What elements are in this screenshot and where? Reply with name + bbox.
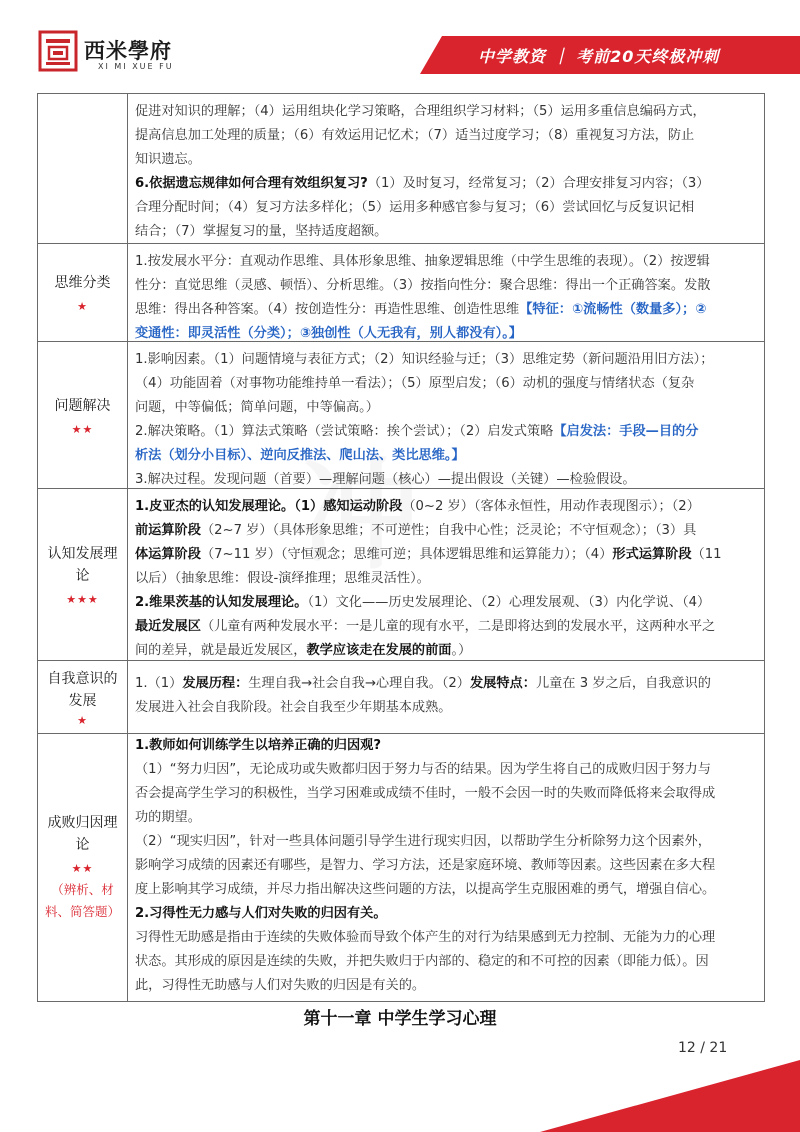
importance-stars: ★ xyxy=(77,300,88,313)
question-type-note: （辨析、材 料、简答题） xyxy=(44,882,120,919)
logo-icon xyxy=(38,30,78,72)
row-content: 1.（1）发展历程：生理自我→社会自我→心理自我。（2）发展特点：儿童在 3 岁之后，自我意识的 发展进入社会自我阶段。社会自我至少年期基本成熟。 xyxy=(135,676,711,715)
page-header xyxy=(0,0,800,90)
highlight-text: 析法（划分小目标）、逆向反推法、爬山法、类比思维。】 xyxy=(135,448,465,463)
topic-title-cont: 发展 xyxy=(68,692,97,709)
topic-title: 思维分类 xyxy=(54,275,111,291)
highlight-text: 【启发法：手段—目的分 xyxy=(553,424,699,439)
topic-title: 问题解决 xyxy=(54,397,111,414)
table-row xyxy=(38,489,764,661)
row-content: 1.皮亚杰的认知发展理论。（1）感知运动阶段（0~2 岁）（客体永恒性，用动作表现图示）；（2） 前运算阶段（2~7 岁）（具体形象思维；不可逆性；自我中心性；泛灵论；不守恒观念）；（3）具 体运算阶段（7~11 岁）（守恒观念；思维可逆；具体逻辑思维和运算能力）；（4）形式运算阶段（11 以后）（抽象思维：假设-演绎推理；思维灵活性）。 2.维果茨基的认知发展理论。（1）文化——历史发展理论、（2）心理发展观、（3）内化学说、（4） 最近发展区（儿童有两种发展水平：一是儿童的现有水平，二是即将达到的发展水平，这两种水平之 间的差异，就是最近发展区，教学应该走在发展的前面。） xyxy=(135,499,722,658)
question-heading: 6.依据遗忘规律如何合理有效组织复习? xyxy=(135,176,368,191)
row-label-cell xyxy=(38,94,128,243)
highlight-text: 变通性：即灵活性（分类）；③独创性（人无我有，别人都没有）。】 xyxy=(135,326,522,341)
highlight-text: 【特征：①流畅性（数量多）；② xyxy=(519,302,707,317)
table-row xyxy=(38,244,764,342)
row-label-cell xyxy=(38,342,128,488)
row-label-cell xyxy=(38,661,128,733)
table-row xyxy=(38,734,764,1001)
table-row xyxy=(38,94,764,244)
row-content: 1.影响因素。（1）问题情境与表征方式；（2）知识经验与迁；（3）思维定势（新问题沿用旧方法）； （4）功能固着（对事物功能维持单一看法）；（5）原型启发；（6）动机的强度与情绪状态（复杂 问题，中等偏低；简单问题，中等偏高。） 2.解决策略。（1）算法式策略（尝试策略：挨个尝试）；（2）启发式策略【启发法：手段—目的分 析法（划分小目标）、逆向反推法、爬山法、类比思维。】 3.解决过程。发现问题（首要）—理解问题（核心）—提出假设（关键）—检验假设。 xyxy=(135,348,759,492)
topic-title: 成败归因理 xyxy=(47,815,118,831)
table-row xyxy=(38,661,764,734)
row-label-cell xyxy=(38,489,128,660)
banner-text: 中学教资 ｜ 考前20天终极冲刺 xyxy=(478,47,720,66)
chapter-title: 第十一章 中学生学习心理 xyxy=(303,1009,497,1029)
logo-name: 西米學府 xyxy=(84,38,172,63)
row-label-cell xyxy=(38,244,128,341)
row-content: 促进对知识的理解；（4）运用组块化学习策略，合理组织学习材料；（5）运用多重信息编码方式， 提高信息加工处理的质量；（6）有效运用记忆术；（7）适当过度学习；（8）重视复习方法，防止 知识遗忘。 6.依据遗忘规律如何合理有效组织复习?（1）及时复习，经常复习；（2）合理安排复习内容；（3） 合理分配时间；（4）复习方法多样化；（5）运用多种感官参与复习；（6）尝试回忆与反复识记相 结合；（7）掌握复习的量，坚持适度超额。 xyxy=(135,104,710,239)
content-table xyxy=(37,93,765,1002)
question-heading: 1.教师如何训练学生以培养正确的归因观? xyxy=(135,738,382,753)
importance-stars: ★★★ xyxy=(66,593,99,606)
importance-stars: ★★ xyxy=(71,862,94,875)
question-heading: 2.习得性无力感与人们对失败的归因有关。 xyxy=(135,906,387,921)
importance-stars: ★ xyxy=(77,713,88,727)
logo-subtitle: XI MI XUE FU xyxy=(98,62,174,71)
importance-stars: ★★ xyxy=(71,422,94,436)
row-label-cell xyxy=(38,734,128,1001)
row-content: 1.按发展水平分：直观动作思维、具体形象思维、抽象逻辑思维（中学生思维的表现）。（2）按逻辑 性分：直觉思维（灵感、顿悟）、分析思维。（3）按指向性分：聚合思维：得出一个正确答案。发散 思维：得出各种答案。（4）按创造性分：再造性思维、创造性思维【特征：①流畅性（数量多）；② 变通性：即灵活性（分类）；③独创性（人无我有，别人都没有）。】 xyxy=(135,250,759,346)
footer-decoration xyxy=(420,1060,800,1132)
topic-title-cont: 论 xyxy=(75,837,90,853)
page-number: 12 / 21 xyxy=(678,1040,728,1056)
row-content: 1.教师如何训练学生以培养正确的归因观? （1）“努力归因”，无论成功或失败都归因于努力与否的结果。因为学生将自己的成败归因于努力与 否会提高学生学习的积极性，当学习困难或成绩不佳时，一般不会因一时的失败而降低将来会取得成 功的期望。 （2）“现实归因”，针对一些具体问题引导学生进行现实归因，以帮助学生分析除努力这个因素外， 影响学习成绩的因素还有哪些，是智力、学习方法，还是家庭环境、教师等因素。这些因素在多大程 度上影响其学习成绩，并尽力指出解决这些问题的方法，以提高学生克服困难的勇气，增强自信心。 2.习得性无力感与人们对失败的归因有关。 习得性无助感是指由于连续的失败体验而导致个体产生的对行为结果感到无力控制、无能为力的心理 状态。其形成的原因是连续的失败，并把失败归于内部的、稳定的和不可控的因素（即能力低）。因 此，习得性无助感与人们对失败的归因是有关的。 xyxy=(135,734,759,998)
table-row xyxy=(38,342,764,489)
topic-title: 认知发展理 xyxy=(47,546,118,562)
topic-title: 自我意识的 xyxy=(47,670,118,687)
topic-title-cont: 论 xyxy=(75,568,90,584)
